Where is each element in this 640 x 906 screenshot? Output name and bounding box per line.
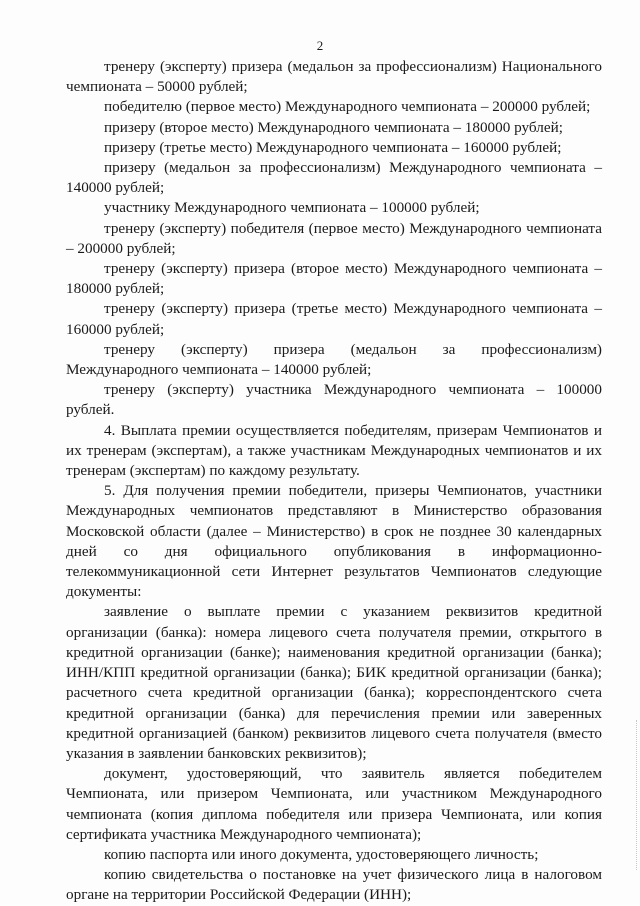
paragraph: призеру (третье место) Международного чемпионата – 160000 рублей; <box>104 138 562 156</box>
paragraph: участнику Международного чемпионата – 100000 рублей; <box>104 199 480 217</box>
scan-edge-mark <box>634 720 637 870</box>
document-body <box>66 57 602 906</box>
paragraph: тренеру (эксперту) призера (второе место) Международного чемпионата – 180000 рублей; <box>66 260 602 298</box>
paragraph: документ, удостоверяющий, что заявитель является победителем Чемпионата, или призером Чемпионата, или участником Международного чемпионата (копия диплома победителя или призера Чемпионата, или копия сертификата участника Международного чемпионата); <box>66 765 602 843</box>
paragraph: тренеру (эксперту) победителя (первое место) Международного чемпионата – 200000 рублей; <box>66 219 602 257</box>
paragraph: копию паспорта или иного документа, удостоверяющего личность; <box>104 845 539 863</box>
paragraph: призеру (медальон за профессионализм) Международного чемпионата – 140000 рублей; <box>66 159 602 197</box>
paragraph: призеру (второе место) Международного чемпионата – 180000 рублей; <box>104 118 563 136</box>
paragraph: заявление о выплате премии с указанием реквизитов кредитной организации (банка): номера лицевого счета получателя премии, открытого в кредитной организации (банке); наименования кредитной организации (банка); ИНН/КПП кредитной организации (банка); БИК кредитной организации (банка); расчетного счета кредитной организации (банка); корреспондентского счета кредитной организации (банка) для перечисления премии или заверенных кредитной организацией (банком) реквизитов лицевого счета получателя (вместо указания в заявлении банковских реквизитов); <box>66 603 602 762</box>
paragraph: победителю (первое место) Международного чемпионата – 200000 рублей; <box>104 98 591 116</box>
paragraph-item-5: 5. Для получения премии победители, призеры Чемпионатов, участники Международных чемпионатов представляют в Министерство образования Московской области (далее – Министерство) в срок не позднее 30 календарных дней со дня официального опубликования в информационно-телекоммуникационной сети Интернет результатов Чемпионатов следующие документы: <box>66 482 602 601</box>
paragraph-item-4: 4. Выплата премии осуществляется победителям, призерам Чемпионатов и их тренерам (экспертам), а также участникам Международных чемпионатов и их тренерам (экспертам) по каждому результату. <box>66 421 602 480</box>
paragraph: тренеру (эксперту) участника Международного чемпионата – 100000 рублей. <box>66 381 602 419</box>
paragraph: тренеру (эксперту) призера (медальон за профессионализм) Международного чемпионата – 140000 рублей; <box>66 340 602 379</box>
page-number: 2 <box>316 38 324 53</box>
paragraph: тренеру (эксперту) призера (медальон за профессионализм) Национального чемпионата – 50000 рублей; <box>66 58 602 96</box>
paragraph: тренеру (эксперту) призера (третье место) Международного чемпионата – 160000 рублей; <box>66 300 602 338</box>
paragraph: копию свидетельства о постановке на учет физического лица в налоговом органе на территории Российской Федерации (ИНН); <box>66 866 602 904</box>
